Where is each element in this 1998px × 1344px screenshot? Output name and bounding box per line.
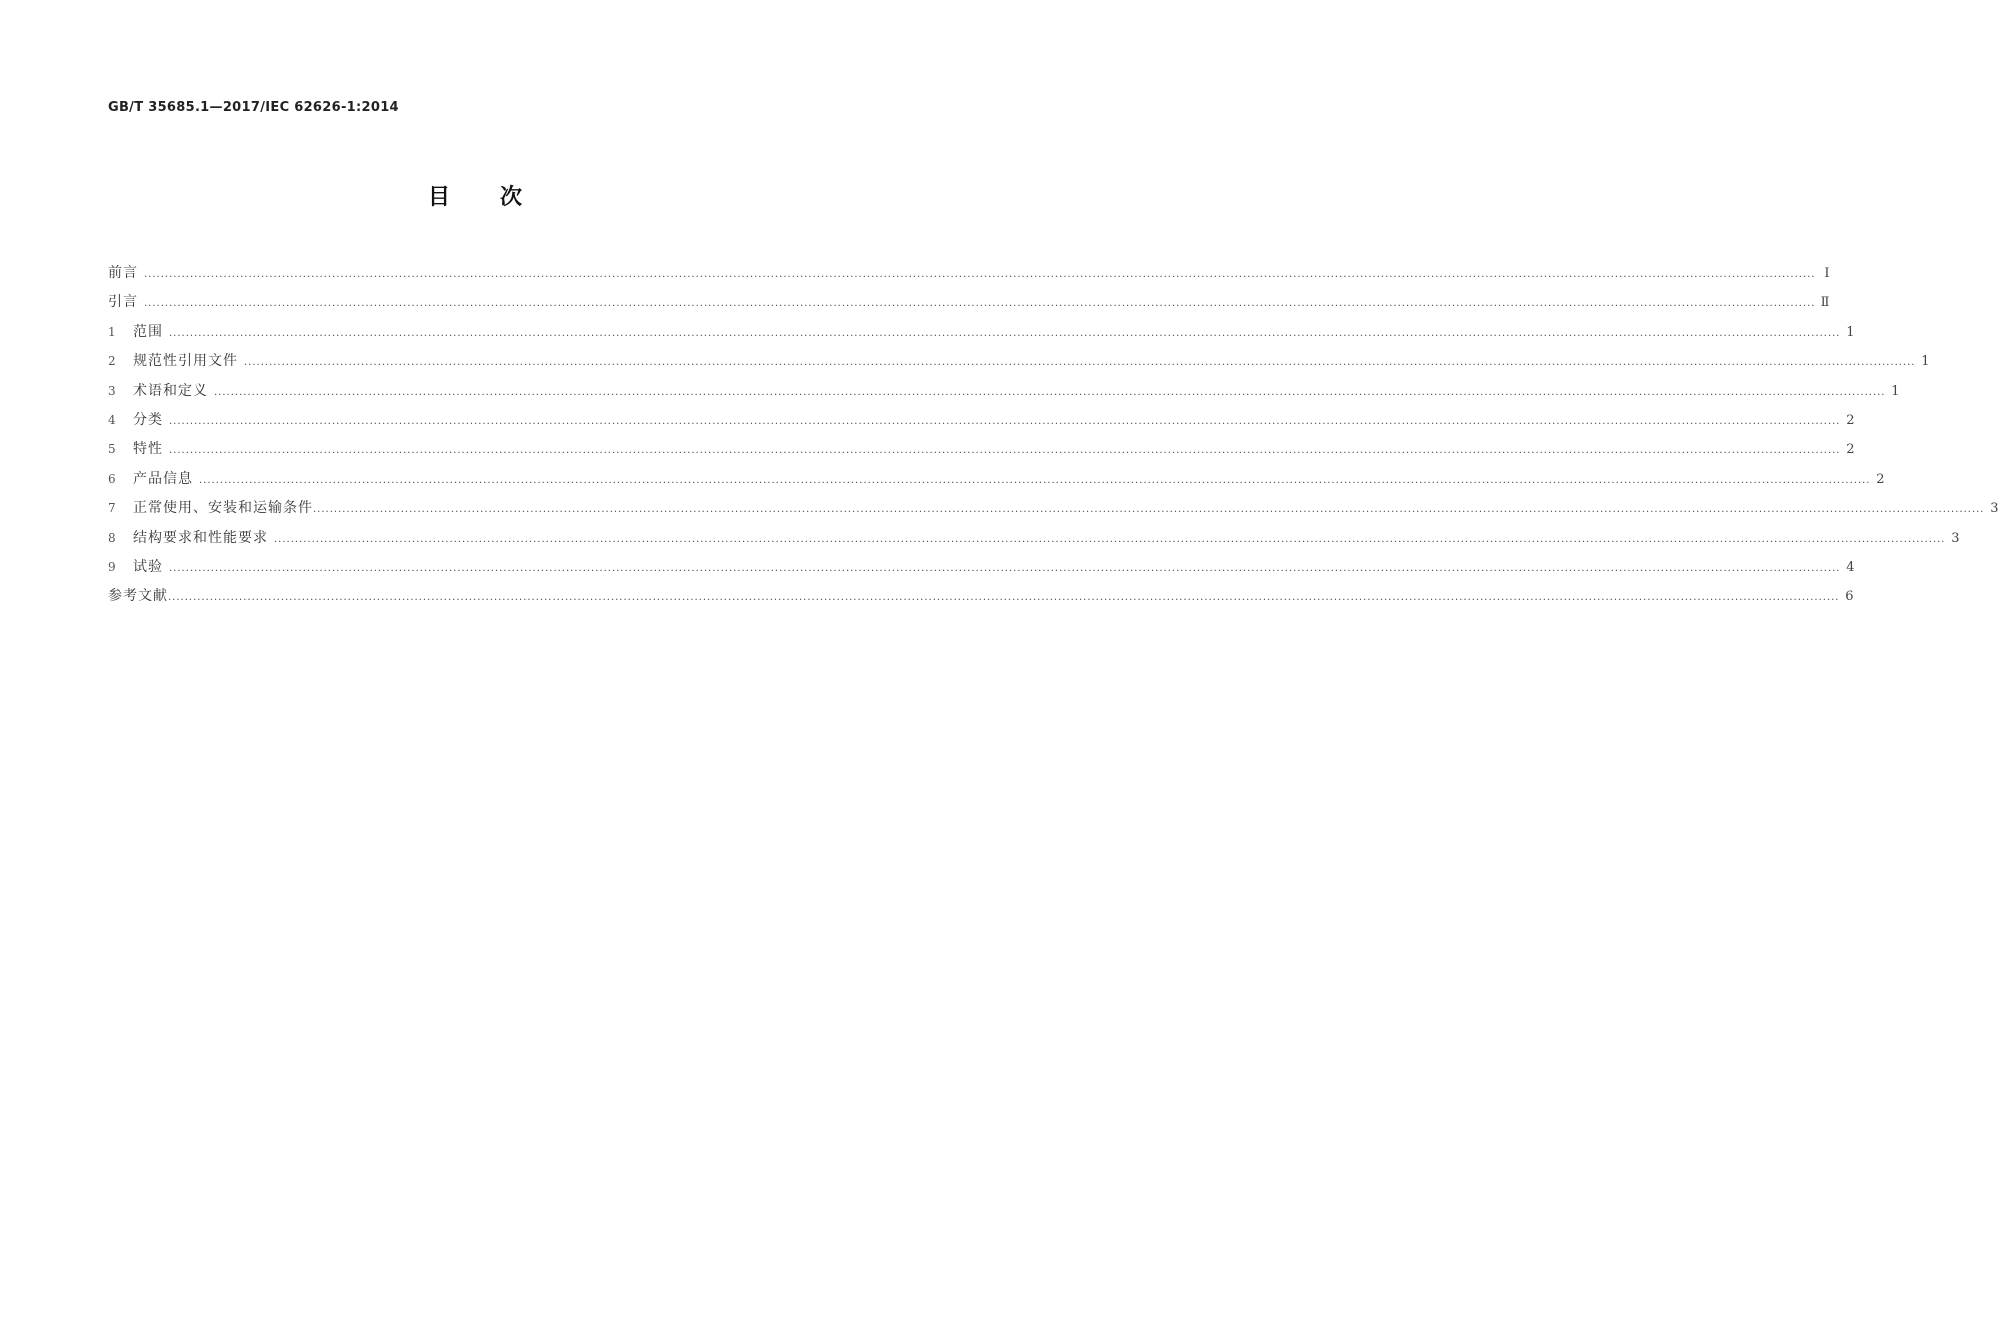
toc-entry-number: 5 [108, 442, 116, 457]
toc-leader-dots: ................................................................................................................................................................................................................................................................................................................................................................................................................ [214, 386, 1886, 398]
toc-entry-label: 试验 [133, 558, 163, 575]
toc-entry-page: 6 [1845, 589, 1854, 605]
toc-entry-introduction[interactable] [108, 288, 1830, 317]
standard-code: GB/T 35685.1—2017/IEC 62626-1:2014 [108, 100, 399, 115]
toc-entry-page: Ⅰ [1824, 266, 1830, 281]
toc-entry-number: 1 [108, 324, 116, 339]
toc-entry-page: 1 [1891, 383, 1900, 399]
toc-leader-dots: ................................................................................................................................................................................................................................................................................................................................................................................................................ [144, 269, 1816, 280]
toc-entry-number: 3 [108, 383, 116, 398]
toc-entry-number: 2 [108, 354, 116, 369]
toc-leader-dots: ................................................................................................................................................................................................................................................................................................................................................................................................................ [169, 445, 1841, 457]
toc-entry-number: 4 [108, 412, 116, 427]
toc-entry-label: 结构要求和性能要求 [133, 529, 268, 546]
toc-entry-scope[interactable] [108, 318, 1855, 347]
toc-entry-label: 规范性引用文件 [133, 353, 238, 370]
toc-entry-requirements[interactable] [108, 524, 1960, 553]
toc-entry-page: Ⅱ [1820, 295, 1830, 311]
table-of-contents [108, 259, 1998, 612]
toc-entry-page: 2 [1846, 442, 1855, 458]
toc-entry-label: 产品信息 [133, 470, 193, 487]
toc-entry-page: 2 [1846, 412, 1855, 428]
toc-leader-dots: ................................................................................................................................................................................................................................................................................................................................................................................................................ [169, 562, 1841, 574]
toc-entry-label: 特性 [133, 441, 163, 458]
toc-entry-label: 术语和定义 [133, 382, 208, 399]
toc-leader-dots: ................................................................................................................................................................................................................................................................................................................................................................................................................ [169, 327, 1841, 339]
toc-entry-label: 范围 [133, 323, 163, 340]
toc-entry-number: 8 [108, 530, 116, 545]
toc-entry-page: 1 [1846, 324, 1855, 340]
toc-entry-classification[interactable] [108, 406, 1855, 435]
toc-entry-page: 4 [1846, 559, 1855, 575]
toc-entry-label: 分类 [133, 411, 163, 428]
toc-entry-foreword[interactable] [108, 259, 1830, 288]
page-title: 目次 [427, 185, 572, 210]
toc-leader-dots: ................................................................................................................................................................................................................................................................................................................................................................................................................ [144, 298, 1816, 310]
toc-entry-number: 7 [108, 501, 116, 516]
toc-entry-page: 2 [1876, 471, 1885, 487]
toc-entry-label: 前言 [108, 265, 138, 281]
toc-entry-characteristics[interactable] [108, 435, 1855, 464]
toc-entry-number: 6 [108, 471, 116, 486]
toc-leader-dots: ................................................................................................................................................................................................................................................................................................................................................................................................................ [168, 592, 1840, 604]
toc-leader-dots: ................................................................................................................................................................................................................................................................................................................................................................................................................ [199, 474, 1871, 486]
toc-entry-tests[interactable] [108, 553, 1855, 582]
toc-entry-bibliography[interactable] [108, 582, 1854, 611]
toc-entry-label: 正常使用、安装和运输条件 [133, 500, 313, 517]
toc-leader-dots: ................................................................................................................................................................................................................................................................................................................................................................................................................ [313, 504, 1985, 516]
toc-entry-service-conditions[interactable] [108, 494, 1998, 523]
toc-entry-label: 参考文献 [108, 588, 168, 605]
toc-leader-dots: ................................................................................................................................................................................................................................................................................................................................................................................................................ [274, 533, 1946, 545]
toc-entry-page: 1 [1921, 354, 1930, 370]
toc-entry-page: 3 [1951, 530, 1960, 546]
toc-entry-terms-definitions[interactable] [108, 377, 1900, 406]
toc-entry-normative-references[interactable] [108, 347, 1930, 376]
toc-leader-dots: ................................................................................................................................................................................................................................................................................................................................................................................................................ [169, 415, 1841, 427]
toc-entry-product-information[interactable] [108, 465, 1885, 494]
toc-entry-label: 引言 [108, 294, 138, 311]
toc-entry-number: 9 [108, 559, 116, 574]
toc-entry-page: 3 [1990, 501, 1998, 517]
toc-leader-dots: ................................................................................................................................................................................................................................................................................................................................................................................................................ [244, 357, 1916, 369]
